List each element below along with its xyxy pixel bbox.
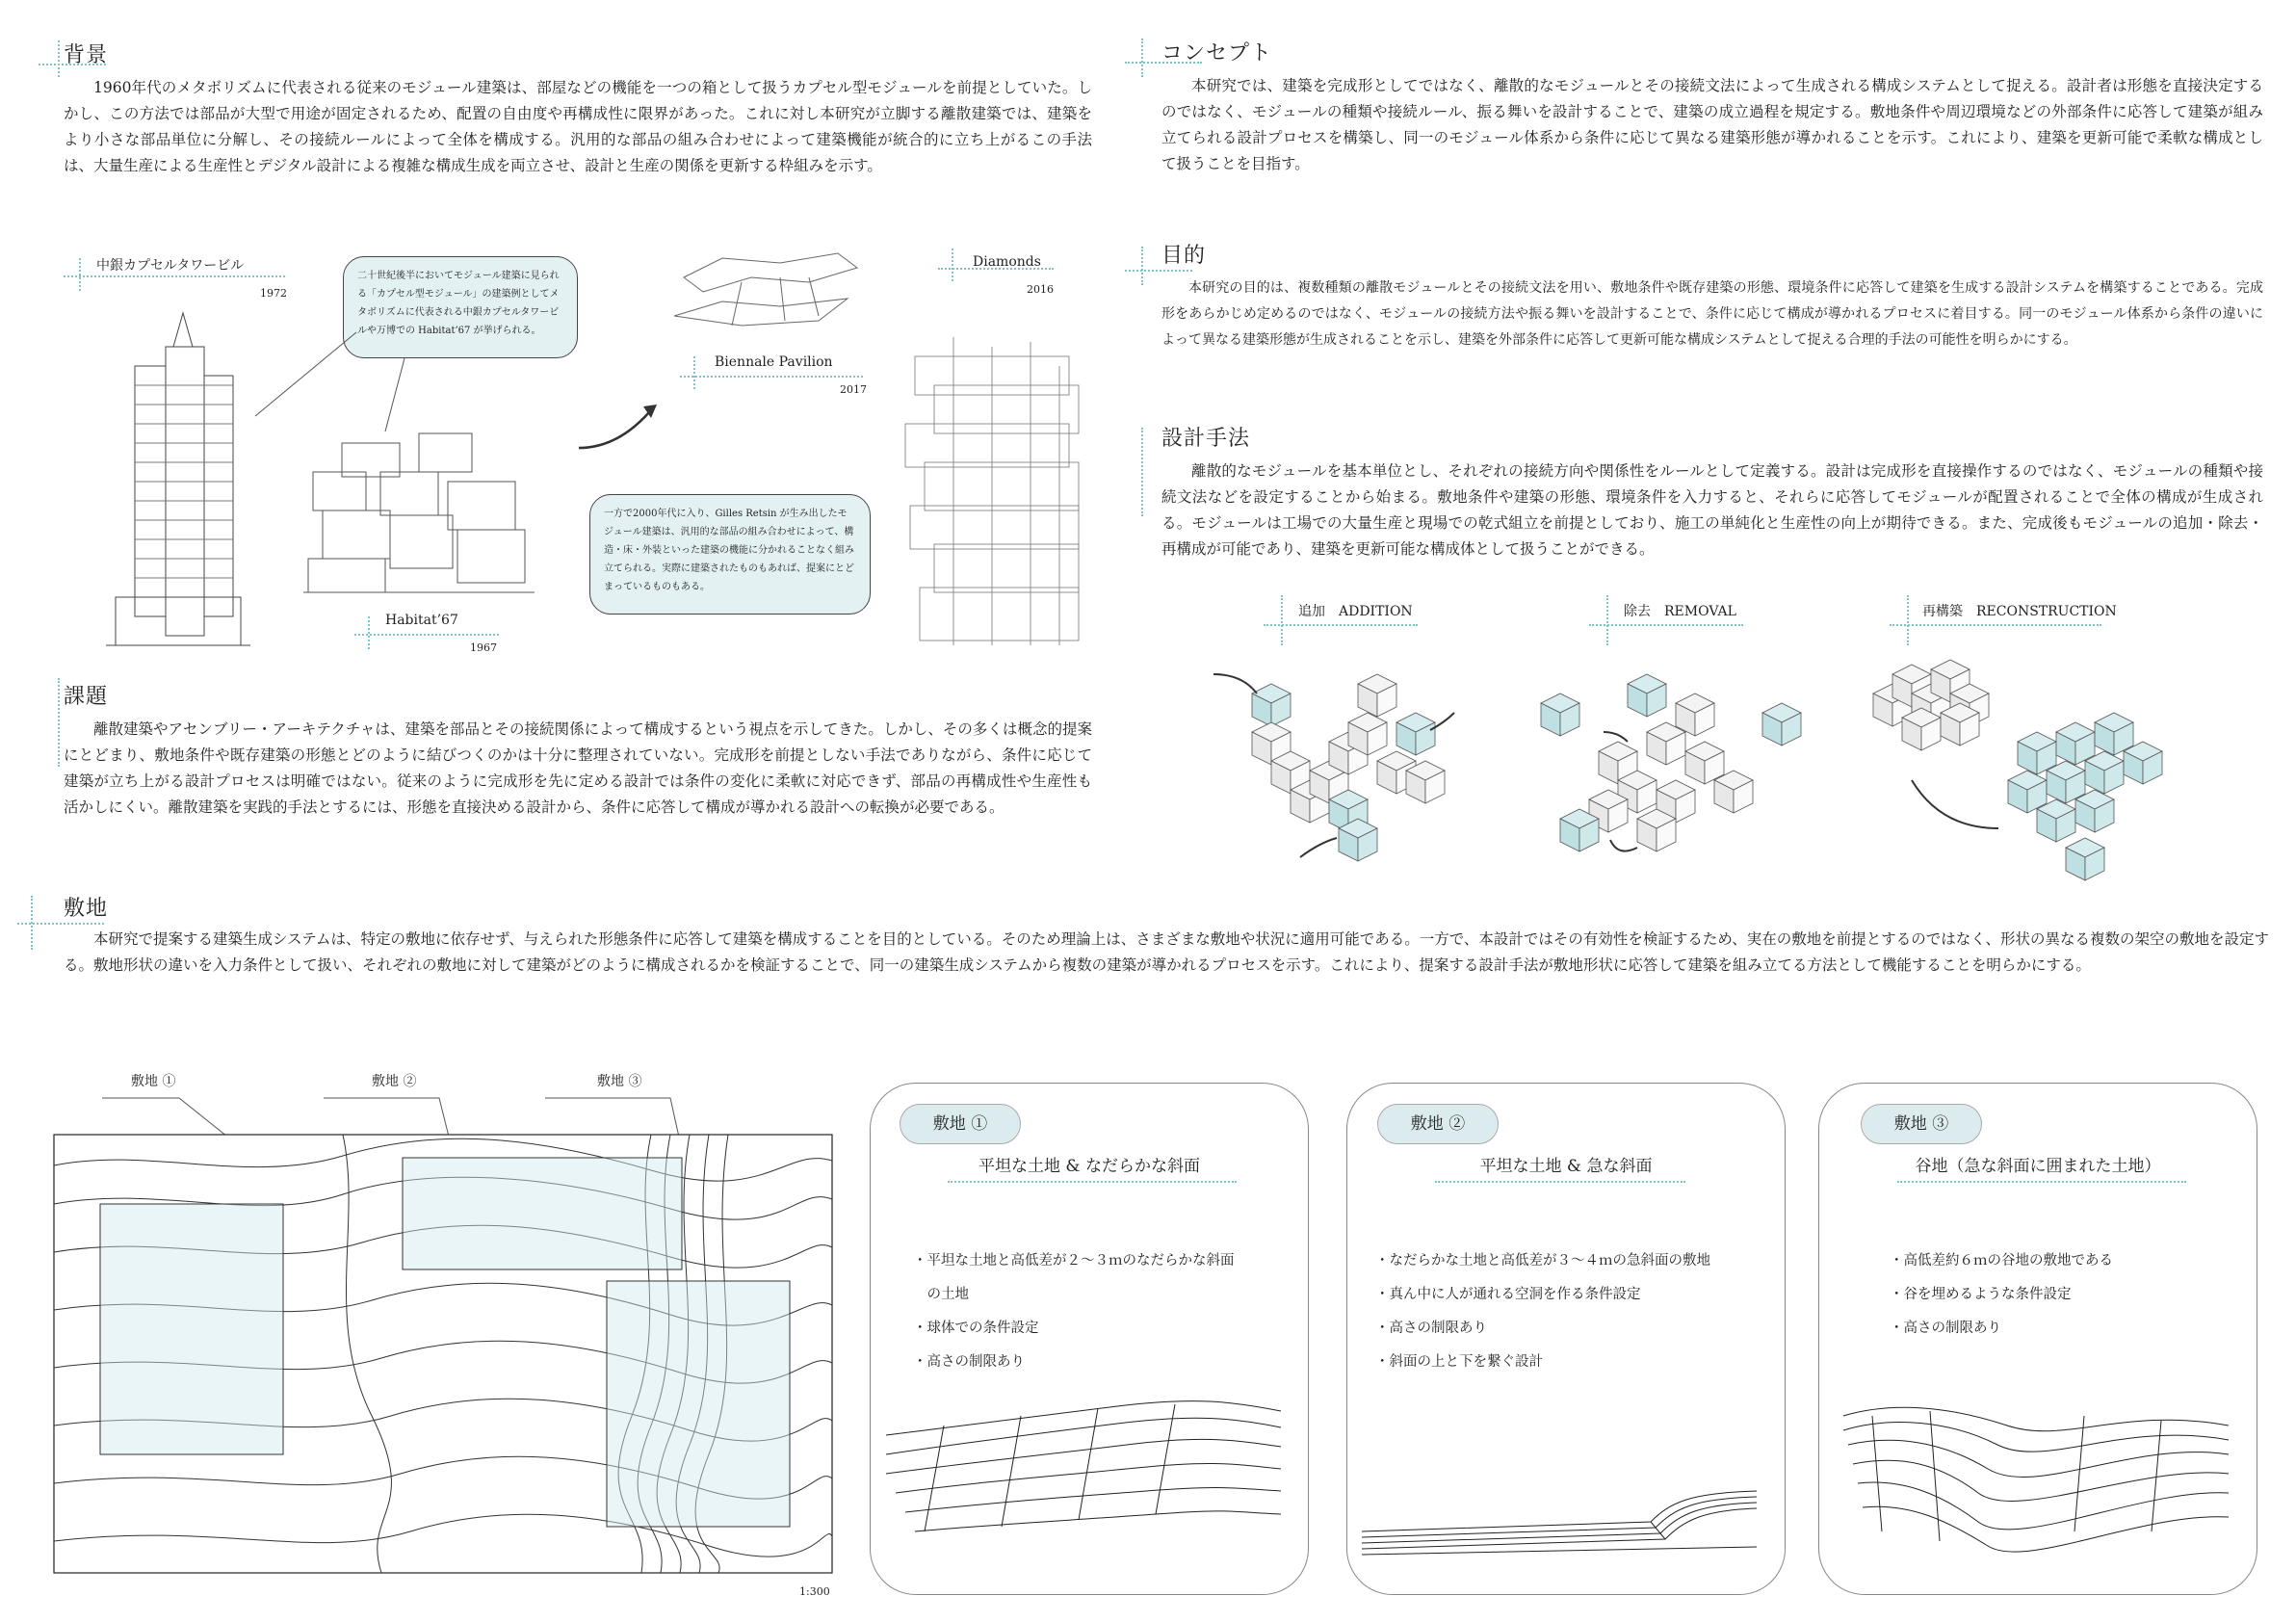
arrow-icon — [574, 405, 661, 453]
label-marker — [693, 356, 695, 389]
label-marker — [952, 249, 953, 281]
concept-text: 本研究では、建築を完成形としてではなく、離散的なモジュールとその接続文法によって生成される構成システムとして捉える。設計者は形態を直接決定するのではなく、モジュールの種類や接続ルール、振る舞いを設計することで、建築の成立過程を規定する。敷地条件や周辺環境などの外部条件に応答して建築が組み立てられる設計プロセスを構築し、同一のモジュール体系から条件に応じて異なる建築形態が導かれることを示す。これにより、建築を更新可能で柔軟な構成として扱うことを目指す。 — [1161, 77, 2263, 172]
method-heading: 設計手法 — [1161, 427, 1251, 451]
label-marker — [1589, 624, 1743, 626]
site-card-3-bullet: ・高低差約６ｍの谷地の敷地である — [1890, 1253, 2113, 1269]
map-label-site3: 敷地 ③ — [597, 1074, 642, 1089]
diamonds-label: Diamonds — [973, 254, 1041, 270]
removal-cubes-diagram — [1531, 665, 1820, 886]
site-card-1-bullet: ・平坦な土地と高低差が２～３ｍのなだらかな斜面 — [913, 1253, 1235, 1269]
label-marker — [354, 634, 499, 636]
biennale-drawing — [665, 249, 867, 335]
method-text: 離散的なモジュールを基本単位とし、それぞれの接続方向や関係性をルールとして定義する。設計は完成形を直接操作するのではなく、モジュールの種類や接続文法などを設定することから始まる。敷地条件や建築の形態、環境条件を入力すると、それらに応答してモジュールが配置されることで全体の構成が生成される。モジュールは工場での大量生産と現場での乾式組立を前提としており、施工の単純化と生産性の向上が期待できる。また、完成後もモジュールの追加・除去・再構成が可能であり、建築を更新可能な構成体として扱うことができる。 — [1161, 462, 2263, 558]
label-marker — [1281, 595, 1283, 645]
label-marker — [368, 616, 370, 649]
background-text: 1960年代のメタボリズムに代表される従来のモジュール建築は、部屋などの機能を一つの箱として扱うカプセル型モジュールを前提としていた。しかし、この方法では部品が大型で用途が固定されるため、配置の自由度や再構成性に限界があった。これに対し本研究が立脚する離散建築では、建築をより小さな部品単位に分解し、その接続ルールによって全体を構成する。汎用的な部品の組み合わせによって建築機能が統合的に立ち上がるこの手法は、大量生産による生産性とデジタル設計による複雑な構成生成を両立させ、設計と生産の関係を更新する枠組みを示す。 — [64, 79, 1092, 174]
site-card-3-bullet: ・谷を埋めるような条件設定 — [1890, 1287, 2072, 1302]
heading-marker — [1141, 428, 1143, 516]
concept-heading: コンセプト — [1161, 41, 1273, 65]
title-underline — [1897, 1181, 2186, 1183]
site-card-1-title: 平坦な土地 & なだらかな斜面 — [978, 1157, 1200, 1176]
label-marker — [680, 376, 863, 378]
reconstruction-cubes-diagram — [1864, 655, 2181, 896]
map-label-site2: 敷地 ② — [372, 1074, 417, 1089]
label-marker — [64, 275, 285, 277]
diamonds-drawing — [905, 337, 1088, 645]
contour-map — [54, 1079, 834, 1580]
purpose-text: 本研究の目的は、複数種類の離散モジュールとその接続文法を用い、敷地条件や既存建築の形態、環境条件に応答して建築を生成する設計システムを構築することである。完成形をあらかじめ定めるのではなく、モジュールの接続方法や振る舞いを設計することで、条件に応じて構成が導かれるプロセスに着目する。同一のモジュール体系から条件の違いによって異なる建築形態が生成されることを示し、建築を外部条件に応答して更新可能な構成システムとして捉える合理的手法の可能性を明らかにする。 — [1161, 280, 2263, 348]
site-card-2-bullet: ・なだらかな土地と高低差が３～４ｍの急斜面の敷地 — [1375, 1253, 1710, 1269]
heading-marker — [1141, 247, 1143, 285]
title-underline — [1435, 1181, 1685, 1183]
site-card-2-bullet: ・高さの制限あり — [1375, 1321, 1487, 1336]
site-card-2-terrain — [1362, 1464, 1766, 1560]
biennale-year: 2017 — [840, 383, 867, 396]
op-addition-label: 追加 ADDITION — [1298, 604, 1413, 619]
label-marker — [1264, 624, 1418, 626]
addition-cubes-diagram — [1204, 655, 1493, 876]
site-card-2-title: 平坦な土地 & 急な斜面 — [1479, 1157, 1653, 1176]
op-removal-label: 除去 REMOVAL — [1624, 604, 1736, 619]
nakagin-tower-drawing — [106, 308, 260, 655]
site-text: 本研究で提案する建築生成システムは、特定の敷地に依存せず、与えられた形態条件に応答して建築を構成することを目的としている。そのため理論上は、さまざまな敷地や状況に適用可能である。一方で、本設計ではその有効性を検証するため、実在の敷地を前提とするのではなく、形状の異なる複数の架空の敷地を設定する。敷地形状の違いを入力条件として扱い、それぞれの敷地に対して建築がどのように構成されるかを検証することで、同一の建築生成システムから複数の建築が導かれるプロセスを示す。これにより、提案する設計手法が敷地形状に応答して建築を組み立てる方法として機能することを明らかにする。 — [64, 930, 2269, 974]
heading-marker — [58, 678, 60, 767]
map-label-site1: 敷地 ① — [131, 1074, 176, 1089]
diamonds-year: 2016 — [1027, 283, 1054, 296]
bubble-connector — [0, 0, 10, 10]
site-card-3-terrain — [1834, 1387, 2238, 1560]
label-marker — [1907, 595, 1909, 645]
site-card-2-bullet: ・真ん中に人が通れる空洞を作る条件設定 — [1375, 1287, 1641, 1302]
site-card-2-bullet: ・斜面の上と下を繋ぐ設計 — [1375, 1354, 1543, 1370]
label-marker — [79, 258, 81, 291]
issue-text: 離散建築やアセンブリー・アーキテクチャは、建築を部品とその接続関係によって構成するという視点を示してきた。しかし、その多くは概念的提案にとどまり、敷地条件や既存建築の形態とどのように結びつくのかは十分に整理されていない。完成形を前提としない手法でありながら、条件に応じて建築が立ち上がる設計プロセスは明確ではない。従来のように完成形を先に定める設計では条件の変化に柔軟に対応できず、部品の再構成性や生産性も活かしにくい。離散建築を実践的手法とするには、形態を直接決める設計から、条件に応答して構成が導かれる設計への転換が必要である。 — [64, 720, 1092, 816]
title-underline — [948, 1181, 1237, 1183]
map-scale: 1:300 — [799, 1585, 830, 1598]
site-card-3-bullet: ・高さの制限あり — [1890, 1321, 2001, 1336]
site-heading: 敷地 — [64, 897, 109, 921]
biennale-label: Biennale Pavilion — [715, 354, 833, 370]
site-card-1-bullet: の土地 — [913, 1287, 969, 1302]
site-card-1-bullet: ・球体での条件設定 — [913, 1321, 1039, 1336]
label-marker — [1890, 624, 2101, 626]
heading-marker — [1125, 270, 1192, 272]
label-marker — [1606, 595, 1608, 645]
nakagin-label: 中銀カプセルタワービル — [96, 258, 245, 274]
site-card-3-label: 敷地 ③ — [1861, 1104, 1982, 1144]
nakagin-year: 1972 — [260, 287, 287, 300]
site-card-2-label: 敷地 ② — [1377, 1104, 1499, 1144]
capsule-note-bubble: 二十世紀後半においてモジュール建築に見られる「カプセル型モジュール」の建築例としてメタボリズムに代表される中銀カプセルタワービルや万博での Habitat’67 が挙げられる。 — [343, 256, 578, 358]
site-card-1-bullet: ・高さの制限あり — [913, 1354, 1025, 1370]
issue-heading: 課題 — [64, 685, 109, 709]
site-card-3-title: 谷地（急な斜面に囲まれた土地） — [1915, 1157, 2161, 1176]
heading-marker — [1141, 39, 1143, 77]
habitat-drawing — [303, 414, 544, 597]
op-reconstruction-label: 再構築 RECONSTRUCTION — [1922, 604, 2117, 619]
purpose-heading: 目的 — [1161, 244, 1207, 268]
site-card-1-terrain — [886, 1397, 1291, 1541]
heading-marker — [17, 923, 104, 925]
discrete-note-bubble: 一方で2000年代に入り、Gilles Retsin が生み出したモジュール建築は、汎用的な部品の組み合わせによって、構造・床・外装といった建築の機能に分かれることなく組み立てられる。実際に建築されたものもあれば、提案にとどまっているものもある。 — [589, 494, 871, 615]
site-card-1-label: 敷地 ① — [900, 1104, 1021, 1144]
habitat-label: Habitat’67 — [385, 613, 458, 628]
heading-marker — [58, 40, 60, 77]
background-heading: 背景 — [64, 43, 109, 67]
habitat-year: 1967 — [470, 641, 497, 654]
